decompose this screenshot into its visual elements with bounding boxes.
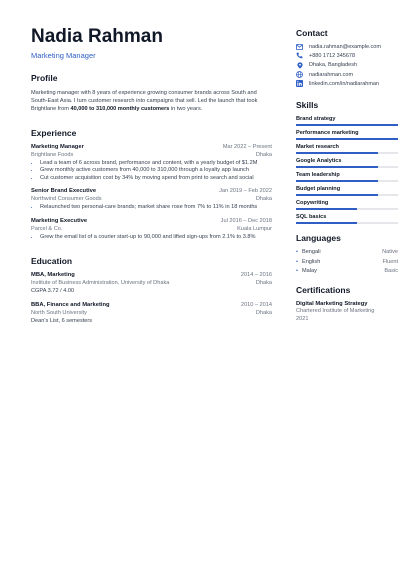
school-name: North South University <box>31 309 87 316</box>
profile-text-end: in two years. <box>169 106 203 113</box>
skill-item <box>296 157 398 168</box>
job-company: Brightlane Foods <box>31 151 74 158</box>
skill-bar-fill <box>296 180 378 182</box>
language-item <box>296 247 398 257</box>
skill-bar-fill <box>296 222 357 224</box>
skill-item <box>296 199 398 210</box>
school-name: Institute of Business Administration, University of Dhaka <box>31 279 170 286</box>
contact-website[interactable] <box>296 70 398 79</box>
profile-text <box>31 89 272 114</box>
skill-bar <box>296 152 398 154</box>
job-company: Parcel & Co. <box>31 225 63 232</box>
language-name: • Bengali <box>296 249 321 255</box>
job-location: Dhaka <box>255 151 272 158</box>
job-bullet: • Cut customer acquisition cost by 34% by moving spend from print to search and social <box>40 175 272 183</box>
mail-icon <box>296 43 303 50</box>
skill-bar-fill <box>296 208 357 210</box>
language-item <box>296 266 398 276</box>
contact-phone-text: +880 1712 345678 <box>309 52 356 59</box>
language-level: Fluent <box>382 258 398 265</box>
skills-list <box>296 115 398 224</box>
skill-item <box>296 185 398 196</box>
job-dates: Mar 2022 – Present <box>222 143 272 150</box>
education-note: Dean's List, 6 semesters <box>31 317 93 324</box>
job-bullets <box>31 204 272 212</box>
skill-name: Performance marketing <box>296 130 359 137</box>
skill-name: Google Analytics <box>296 158 342 165</box>
skill-bar-fill <box>296 138 398 140</box>
job-bullet: • Grew monthly active customers from 40,000 to 310,000 through a loyalty app launch <box>40 167 272 175</box>
profile-heading: Profile <box>31 73 58 83</box>
candidate-role: Marketing Manager <box>31 51 96 60</box>
skill-name: Copywriting <box>296 200 329 207</box>
skill-bar-fill <box>296 124 398 126</box>
language-name: • Malay <box>296 268 317 274</box>
skills-heading: Skills <box>296 100 319 111</box>
skill-bar-fill <box>296 152 378 154</box>
job-entry <box>31 187 272 212</box>
sidebar-column <box>296 26 398 323</box>
skill-name: Team leadership <box>296 172 340 179</box>
school-location: Dhaka <box>255 279 272 286</box>
main-column <box>31 26 272 325</box>
job-title: Marketing Manager <box>31 143 84 150</box>
contact-list <box>296 42 398 88</box>
skill-bar <box>296 138 398 140</box>
skill-item <box>296 143 398 154</box>
job-bullets <box>31 160 272 183</box>
contact-location <box>296 61 398 70</box>
degree-title: MBA, Marketing <box>31 271 75 278</box>
certification-name: Digital Marketing Strategy <box>296 300 368 307</box>
skill-item <box>296 213 398 224</box>
certification-item <box>296 300 398 323</box>
skill-item <box>296 171 398 182</box>
job-title: Marketing Executive <box>31 217 88 224</box>
skill-item <box>296 115 398 126</box>
education-entry <box>31 271 272 295</box>
skill-bar-fill <box>296 194 378 196</box>
job-bullets <box>31 234 272 242</box>
skill-bar <box>296 166 398 168</box>
skill-name: SQL basics <box>296 214 327 221</box>
contact-email-text: nadia.rahman@example.com <box>309 43 381 50</box>
language-item <box>296 257 398 267</box>
education-dates: 2014 – 2016 <box>240 271 272 278</box>
skill-bar <box>296 222 398 224</box>
job-bullet: • Grew the email list of a courier start-up to 90,000 and lifted sign-ups from 2.1% to 3.8% <box>40 234 272 242</box>
skill-name: Budget planning <box>296 186 341 193</box>
skill-bar-fill <box>296 166 378 168</box>
contact-location-text: Dhaka, Bangladesh <box>309 62 358 69</box>
job-bullet: • Lead a team of 6 across brand, performance and content, with a yearly budget of $1.2M <box>40 160 272 168</box>
globe-icon <box>296 71 303 78</box>
job-company: Northwind Consumer Goods <box>31 196 102 203</box>
education-entry <box>31 301 272 325</box>
language-level: Native <box>382 249 398 256</box>
skill-item <box>296 129 398 140</box>
job-entry <box>31 143 272 183</box>
experience-heading: Experience <box>31 127 77 138</box>
job-location: Dhaka <box>255 196 272 203</box>
skill-name: Market research <box>296 144 339 151</box>
location-pin-icon <box>296 62 303 69</box>
languages-heading: Languages <box>296 233 341 244</box>
certification-issuer: Chartered Institute of Marketing <box>296 307 375 314</box>
contact-linkedin-text: linkedin.com/in/nadiarahman <box>309 80 380 87</box>
profile-text-highlight: 40,000 to 310,000 monthly customers <box>70 106 170 113</box>
phone-icon <box>296 52 303 59</box>
school-location: Dhaka <box>255 309 272 316</box>
skill-name: Brand strategy <box>296 116 336 123</box>
skill-bar <box>296 208 398 210</box>
education-dates: 2010 – 2014 <box>240 301 272 308</box>
language-name: • English <box>296 259 320 265</box>
contact-heading: Contact <box>296 28 328 38</box>
certification-year: 2021 <box>296 315 309 322</box>
job-bullet: • Relaunched two personal-care brands; market share rose from 7% to 11% in 18 months <box>40 204 272 212</box>
job-entry <box>31 217 272 242</box>
contact-linkedin[interactable] <box>296 79 398 88</box>
job-title: Senior Brand Executive <box>31 188 97 195</box>
certifications-heading: Certifications <box>296 284 351 295</box>
contact-email[interactable] <box>296 42 398 51</box>
language-level: Basic <box>384 268 398 275</box>
degree-title: BBA, Finance and Marketing <box>31 301 110 308</box>
education-heading: Education <box>31 255 73 266</box>
linkedin-icon <box>296 80 303 87</box>
skill-bar <box>296 194 398 196</box>
profile-text-start: Marketing manager with 8 years of experience growing consumer brands across South and South-East Asia. I turn customer research into campaigns that sell. Led the launch that took Brightlane from <box>31 90 258 113</box>
candidate-name: Nadia Rahman <box>31 26 163 47</box>
contact-website-text: nadiarahman.com <box>309 71 354 78</box>
education-note: CGPA 3.72 / 4.00 <box>31 287 75 294</box>
skill-bar <box>296 124 398 126</box>
skill-bar <box>296 180 398 182</box>
job-location: Kuala Lumpur <box>237 225 272 232</box>
job-dates: Jul 2016 – Dec 2018 <box>220 217 272 224</box>
languages-list <box>296 247 398 276</box>
job-dates: Jan 2019 – Feb 2022 <box>219 188 272 195</box>
contact-phone[interactable] <box>296 51 398 60</box>
